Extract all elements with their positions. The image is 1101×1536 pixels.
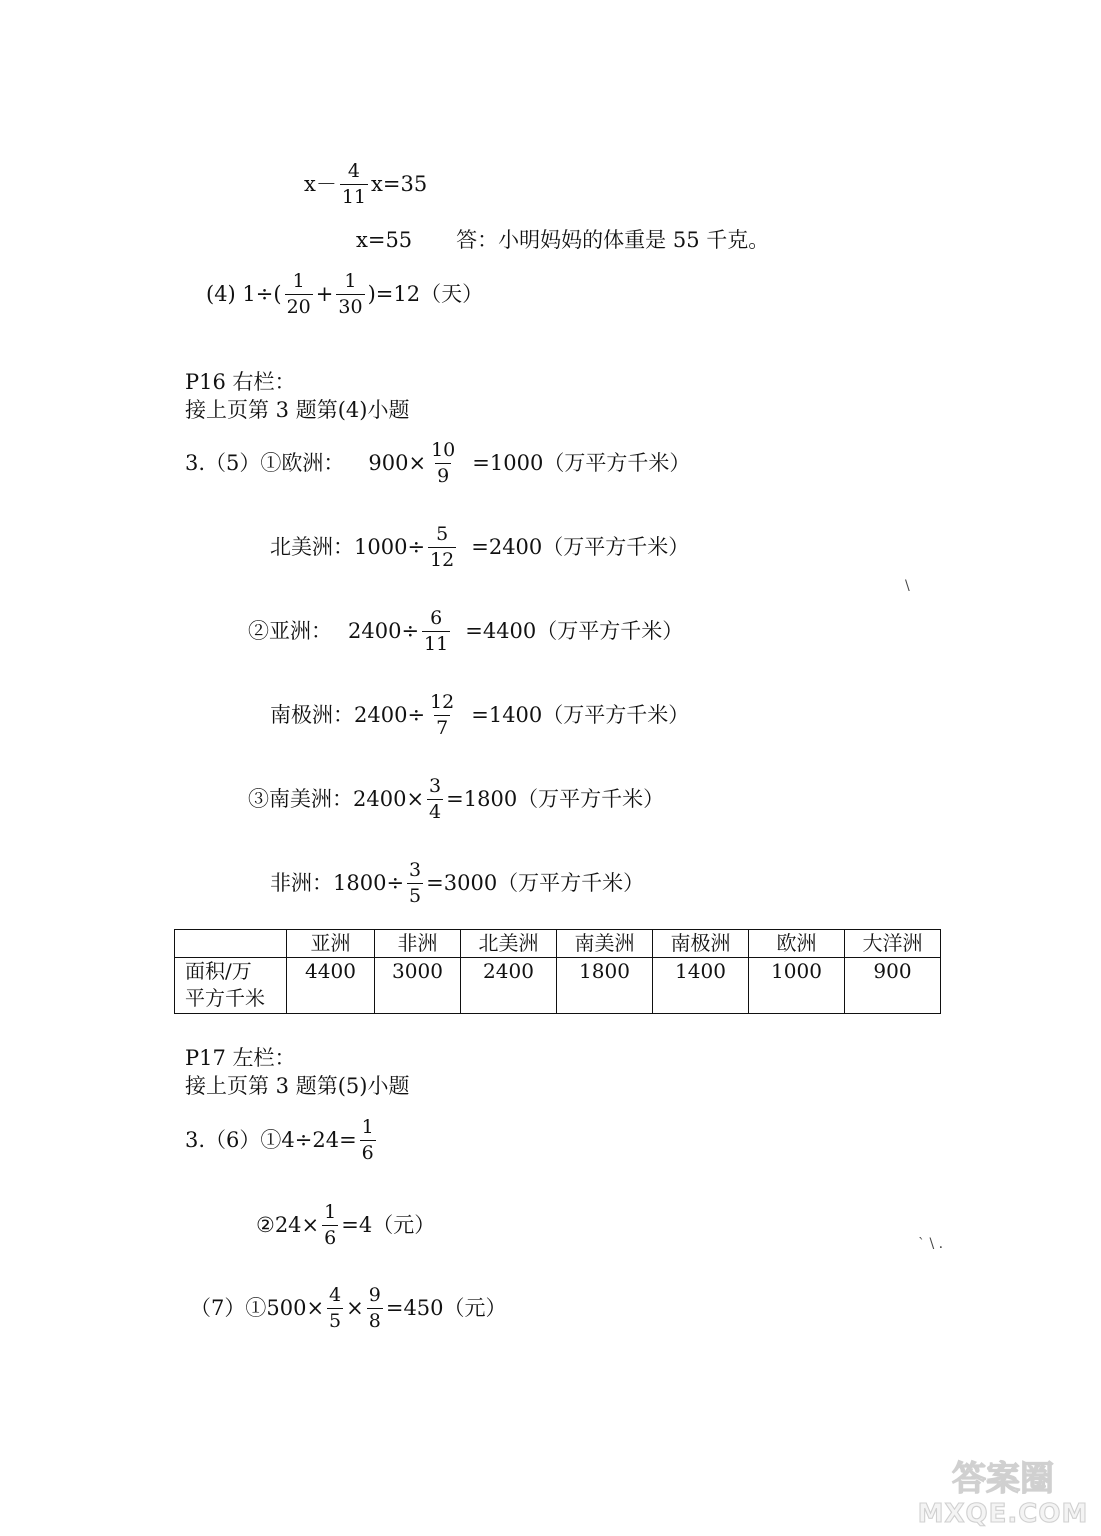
value-cell: 2400 xyxy=(461,958,557,1014)
watermark-bottom: MXQE.COM xyxy=(917,1499,1089,1528)
q35-europe-den: 9 xyxy=(437,465,450,487)
q37-num-2: 9 xyxy=(368,1284,381,1306)
q37-pre: （7）①500× xyxy=(190,1296,325,1320)
q36b-fraction xyxy=(322,1203,338,1248)
row-label-cell xyxy=(175,958,287,1014)
q35-africa-pre: 非洲：1800÷ xyxy=(270,871,405,895)
q35-antarctica-pre: 南极洲：2400÷ xyxy=(270,703,426,727)
q35-samerica-fraction xyxy=(427,777,443,822)
q35-antarctica xyxy=(270,693,689,738)
value-cell: 900 xyxy=(845,958,941,1014)
q35-north-america xyxy=(270,525,689,570)
eq1-fraction xyxy=(340,162,368,207)
q37-num-1: 4 xyxy=(329,1284,342,1306)
q35-antarctica-fraction xyxy=(428,693,456,738)
eq1-pre: x－ xyxy=(304,172,337,196)
q35-asia xyxy=(248,609,683,654)
eq3-post: )=12（天） xyxy=(367,282,484,306)
value-cell: 3000 xyxy=(375,958,461,1014)
q35-europe-post: =1000（万平方千米） xyxy=(472,451,691,475)
p17-subtitle: 接上页第 3 题第(5)小题 xyxy=(185,1074,410,1098)
header-cell: 南美洲 xyxy=(557,930,653,958)
q35-africa xyxy=(270,861,644,906)
eq3-den-2: 30 xyxy=(338,296,363,318)
q35-samerica-pre: ③南美洲：2400× xyxy=(248,787,425,811)
q36b-den: 6 xyxy=(324,1227,337,1249)
eq3-pre: (4) 1÷( xyxy=(206,282,282,306)
q35-antarctica-post: =1400（万平方千米） xyxy=(471,703,690,727)
watermark-logo xyxy=(915,1456,1091,1528)
header-cell: 欧洲 xyxy=(749,930,845,958)
q37-mid: × xyxy=(346,1296,364,1320)
q35-namerica-den: 12 xyxy=(430,549,455,571)
q35-europe-expr: 900× xyxy=(368,451,427,475)
value-cell: 4400 xyxy=(287,958,375,1014)
q35-antarctica-num: 12 xyxy=(430,691,455,713)
equation-line-1 xyxy=(304,162,427,207)
q36a-pre: 3.（6）①4÷24= xyxy=(185,1128,357,1152)
q35-namerica-pre: 北美洲：1000÷ xyxy=(270,535,426,559)
q35-samerica-post: =1800（万平方千米） xyxy=(446,787,665,811)
q37-fraction-1 xyxy=(327,1286,343,1331)
q35-asia-expr: 2400÷ xyxy=(348,619,420,643)
q35-asia-den: 11 xyxy=(424,633,449,655)
q35-europe-fraction xyxy=(429,441,457,486)
row-label-line-2: 平方千米 xyxy=(185,986,265,1010)
q35-africa-fraction xyxy=(407,861,423,906)
value-cell: 1400 xyxy=(653,958,749,1014)
scan-mark: \ xyxy=(905,578,910,594)
q35-africa-num: 3 xyxy=(409,859,422,881)
p16-subtitle: 接上页第 3 题第(4)小题 xyxy=(185,398,410,422)
q35-europe xyxy=(185,441,690,486)
p17-title: P17 左栏： xyxy=(185,1046,296,1070)
q35-samerica-den: 4 xyxy=(429,801,442,823)
answer-text: 答：小明妈妈的体重是 55 千克。 xyxy=(456,228,770,252)
q35-europe-num: 10 xyxy=(431,439,456,461)
eq3-mid: + xyxy=(315,282,334,306)
table-header-row xyxy=(175,930,941,958)
q35-europe-pre: 3.（5）①欧洲： xyxy=(185,451,345,475)
header-cell: 亚洲 xyxy=(287,930,375,958)
eq3-fraction-2 xyxy=(336,272,364,317)
row-label-line-1: 面积/万 xyxy=(185,959,252,983)
q36b-post: =4（元） xyxy=(341,1213,436,1237)
q35-africa-den: 5 xyxy=(409,885,422,907)
q35-namerica-num: 5 xyxy=(436,523,449,545)
q36a-den: 6 xyxy=(361,1142,374,1164)
value-cell: 1800 xyxy=(557,958,653,1014)
eq1-num: 4 xyxy=(347,160,360,182)
equation-line-3 xyxy=(206,272,483,317)
eq2-left: x=55 xyxy=(356,228,413,252)
table-row xyxy=(175,958,941,1014)
q35-asia-num: 6 xyxy=(430,607,443,629)
header-cell: 南极洲 xyxy=(653,930,749,958)
eq1-post: x=35 xyxy=(371,172,428,196)
q35-asia-fraction xyxy=(422,609,450,654)
q36-part-1 xyxy=(185,1118,379,1163)
eq3-den-1: 20 xyxy=(286,296,311,318)
q37-post: =450（元） xyxy=(385,1296,507,1320)
q35-namerica-fraction xyxy=(428,525,456,570)
q36b-pre: ②24× xyxy=(256,1213,320,1237)
eq3-num-1: 1 xyxy=(292,270,305,292)
equation-line-2 xyxy=(356,230,769,251)
header-cell: 北美洲 xyxy=(461,930,557,958)
eq1-den: 11 xyxy=(341,186,367,208)
q35-antarctica-den: 7 xyxy=(436,717,449,739)
q35-asia-post: =4400（万平方千米） xyxy=(465,619,684,643)
watermark-top: 答案圈 xyxy=(952,1459,1054,1499)
q36b-num: 1 xyxy=(324,1201,337,1223)
scan-mark: ` \ . xyxy=(918,1236,944,1252)
header-cell: 非洲 xyxy=(375,930,461,958)
q37-den-1: 5 xyxy=(329,1310,342,1332)
q36a-num: 1 xyxy=(361,1116,374,1138)
eq3-fraction-1 xyxy=(285,272,313,317)
q37-part-1 xyxy=(190,1286,507,1331)
q35-asia-pre: ②亚洲： xyxy=(248,619,332,643)
value-cell: 1000 xyxy=(749,958,845,1014)
q37-fraction-2 xyxy=(367,1286,383,1331)
q35-africa-post: =3000（万平方千米） xyxy=(426,871,645,895)
continent-area-table xyxy=(174,929,941,1014)
q37-den-2: 8 xyxy=(368,1310,381,1332)
q36a-fraction xyxy=(360,1118,376,1163)
header-cell: 大洋洲 xyxy=(845,930,941,958)
header-cell-empty xyxy=(175,930,287,958)
q35-samerica-num: 3 xyxy=(429,775,442,797)
p16-title: P16 右栏： xyxy=(185,370,296,394)
q35-namerica-post: =2400（万平方千米） xyxy=(471,535,690,559)
q35-south-america xyxy=(248,777,664,822)
eq3-num-2: 1 xyxy=(344,270,357,292)
q36-part-2 xyxy=(256,1203,435,1248)
